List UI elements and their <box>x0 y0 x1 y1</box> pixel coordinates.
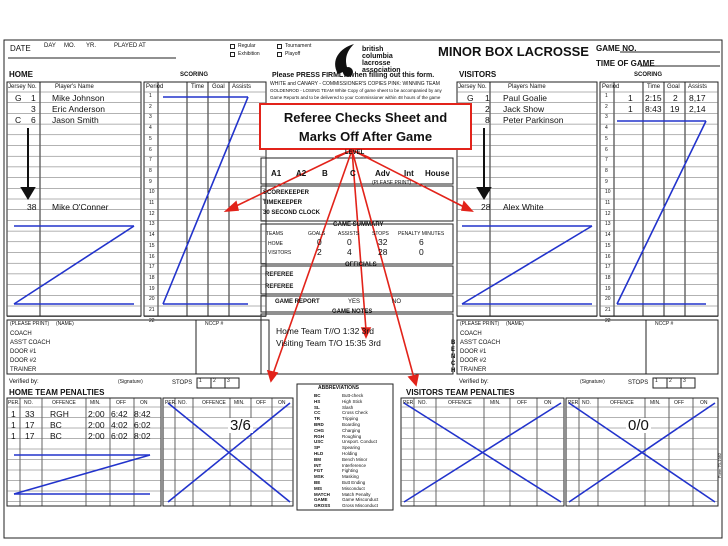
shot-clock-label: 30 SECOND CLOCK <box>263 210 321 216</box>
exhibition-checkbox[interactable] <box>230 52 235 57</box>
row-number: 4 <box>149 125 152 132</box>
abbreviation-code: SP <box>314 445 321 451</box>
level-c[interactable]: C <box>350 169 356 178</box>
home-staff-print: (PLEASE PRINT) <box>10 321 50 327</box>
home-player-num: 38 <box>27 202 37 212</box>
home-name-header: Player's Name <box>55 84 94 90</box>
callout-line-2: Marks Off After Game <box>298 129 433 144</box>
instructions-line-3: GOLDENROD - LOSING TEAM White Copy of game sheet to be accompanied by any <box>270 88 442 93</box>
game-notes-title: GAME NOTES <box>332 309 373 315</box>
home-player-num: 3 <box>31 104 36 114</box>
visitors-jersey-header: Jersey No. <box>458 84 487 90</box>
abbreviation-code: CHG <box>314 427 324 433</box>
home-player-name[interactable]: Mike Johnson <box>52 93 105 103</box>
visitors-staff-print: (PLEASE PRINT) <box>460 321 500 327</box>
row-number: 15 <box>605 242 611 249</box>
level-label: LEVEL <box>345 150 365 156</box>
abbreviation-meaning: Cross Check <box>342 410 368 416</box>
home-scoring-label: SCORING <box>180 72 209 78</box>
game-sheet: DATE DAY MO. YR. PLAYED AT Regular Exhibition Tournament Playoff british columbia lacrosse association MINOR BOX LACROSSE GAME NO. TIME OF GAME HOME SCORING Jersey No. Player's Name Period Time Goal Assists G 1 Mike Johnson 3 Eric Anderson C 6 Jason Smith 38 Mike O'Conner (PLEASE PRINT) (NAME) NCCP # COACH ASS'T COACH DOOR #1 DOOR #2 TRAINER Verified by: (Signature) STOPS 1 2 3 HOME TEAM PENALTIES PER. NO. OFFENCE MIN. OFF ON PER. NO. OFFENCE MIN. OFF ON 1 33 RGH 2:00 6:42 8:42 1 17 BC 2:00 4:02 6:02 1 17 BC 2:00 6:02 8:02 3/6 Please PRESS FIRMLY when filling out this form. WHITE and CANARY - COMMISSIONER'S COPIES PINK: WINNING TEAM GOLDENROD - LOSING TEAM White Copy of game sheet to be accompanied by any Game Reports and to be delivered to your Commissioner within 48 hours of the game Referee Checks Sheet and Marks Off After Game LEVEL A1 A2 B C Adv Int House (PLEASE PRINT) SCOREKEEPER TIMEKEEPER 30 SECOND CLOCK GAME SUMMARY TEAMS GOALS ASSISTS STOPS PENALTY MINUTES HOME 0 0 32 6 VISITORS 2 4 28 0 OFFICIALS REFEREE REFEREE GAME REPORT YES NO GAME NOTES Home Team T//O 1:32 3rd Visiting Team T/O 15:35 3rd ABBREVIATIONS BC Butt-check HS High Stick SL Slash CC Cross Check TR Tripping BRD Boarding CHG Charging RGH Roughing USC Unsport. Conduct SP Spearing HLD Holding BM Bench Minor INT Interference FGT Fighting MSK Masking BE Butt Ending MIS Misconduct MATCH Match Penalty GAME Game Misconduct GROSS Gross Misconduct VISITORS SCORING Jersey No. Players Name Period Time Goal Assists G 1 Paul Goalie 2 Jack Show 8 Peter Parkinson 28 Alex White 1 2:15 2 8,17 1 8:43 19 2,14 (PLEASE PRINT) (NAME) NCCP # COACH ASS'T COACH DOOR #1 DOOR #2 TRAINER B E N C H Verified by: (Signature) STOPS 1 2 3 VISITORS TEAM PENALTIES PER. NO. OFFENCE MIN. OFF ON PER. NO. OFFENCE MIN. OFF ON 0/0 Form 70-1982 1 2 3 4 5 6 7 8 9 10 11 12 13 14 15 16 17 18 19 20 21 22 1 2 3 4 5 6 7 8 9 10 11 12 13 14 15 16 17 18 19 20 21 22 <box>0 0 728 546</box>
visitors-stop-3: 3 <box>683 378 686 384</box>
exhibition-label: Exhibition <box>238 51 260 57</box>
home-signature-label: (Signature) <box>118 379 143 385</box>
tournament-label: Tournament <box>285 43 312 49</box>
row-number: 11 <box>149 200 155 206</box>
regular-checkbox[interactable] <box>230 44 235 49</box>
abbreviations-title: ABBREVIATIONS <box>318 385 360 391</box>
row-number: 6 <box>149 146 152 153</box>
abbreviation-code: RGH <box>314 433 324 439</box>
home-pen2-no-header: NO. <box>178 400 187 406</box>
referee-callout <box>259 103 472 150</box>
visitors-nccp: NCCP # <box>655 321 674 327</box>
home-penalties-title: HOME TEAM PENALTIES <box>9 388 105 397</box>
visitors-pen-no-header: NO. <box>418 400 427 406</box>
abbreviation-meaning: Holding <box>342 451 358 456</box>
home-player-name[interactable]: Jason Smith <box>52 115 99 125</box>
visitors-goal-header: Goal <box>667 84 680 90</box>
level-int[interactable]: Int <box>404 169 414 178</box>
row-number: 9 <box>605 178 608 185</box>
row-number: 3 <box>149 114 152 121</box>
scorekeeper-label: SCOREKEEPER <box>263 190 310 196</box>
home-door2-label: DOOR #2 <box>10 358 37 364</box>
abbreviation-code: USC <box>314 439 324 445</box>
row-number: 16 <box>605 253 611 260</box>
row-number: 2 <box>605 103 608 110</box>
abbreviation-code: HLD <box>314 451 324 456</box>
row-number: 13 <box>149 221 155 228</box>
level-adv[interactable]: Adv <box>375 169 391 178</box>
instructions-line-4: Game Reports and to be delivered to your Commissioner within 48 hours of the game <box>270 95 441 100</box>
row-number: 12 <box>149 210 155 217</box>
home-assists-header: Assists <box>232 84 252 90</box>
visitors-pen-offence-header: OFFENCE <box>448 400 472 406</box>
visitors-period-header: Period <box>602 84 620 90</box>
row-number: 13 <box>605 221 611 228</box>
visitors-assists-header: Assists <box>688 84 708 90</box>
abbreviation-meaning: Slash <box>342 404 354 410</box>
level-a1[interactable]: A1 <box>271 169 282 178</box>
visitors-player-name[interactable]: Peter Parkinson <box>503 115 564 125</box>
row-number: 11 <box>605 200 611 206</box>
time-of-game-label: TIME OF GAME <box>596 59 655 68</box>
abbreviation-code: MIS <box>314 485 323 491</box>
abbreviation-code: TR <box>314 416 320 422</box>
visitors-penalties-title: VISITORS TEAM PENALTIES <box>406 388 515 397</box>
home-asst-coach-label: ASS'T COACH <box>10 340 51 346</box>
abbreviation-code: GAME <box>314 497 328 503</box>
row-number: 20 <box>605 296 611 303</box>
abbreviation-code: BC <box>314 393 321 398</box>
row-number: 5 <box>149 135 152 142</box>
home-pen-off-header: OFF <box>116 400 126 406</box>
visitors-name-header: Players Name <box>508 84 546 90</box>
summary-goals-header: GOALS <box>308 231 326 237</box>
level-a2[interactable]: A2 <box>296 169 307 178</box>
row-number: 12 <box>605 210 611 217</box>
visitors-signature-label: (Signature) <box>580 379 605 385</box>
abbreviation-code: HS <box>314 398 321 404</box>
home-stops-label: STOPS <box>172 380 193 386</box>
abbreviation-code: BE <box>314 480 321 485</box>
home-pen-per-header: PER. <box>8 400 20 406</box>
visitors-pen-per-header: PER. <box>403 400 415 406</box>
row-number: 14 <box>149 232 155 239</box>
visitors-coach-label: COACH <box>460 331 482 337</box>
referee-1-label: REFEREE <box>265 272 294 278</box>
visitors-pen2-min-header: MIN. <box>650 400 661 406</box>
visitors-penalty-summary: 0/0 <box>628 417 649 434</box>
home-player-name[interactable]: Eric Anderson <box>52 104 105 114</box>
month-label: MO. <box>64 43 76 49</box>
abbreviation-code: CC <box>314 410 321 416</box>
abbreviation-meaning: Butt-check <box>342 393 364 398</box>
visitors-pen2-per-header: PER. <box>568 400 580 406</box>
home-pen-min-header: MIN. <box>90 400 101 406</box>
visitors-player-num: 1 <box>485 93 490 103</box>
row-number: 21 <box>605 307 611 313</box>
tournament-checkbox[interactable] <box>277 44 282 49</box>
row-number: 19 <box>149 285 155 292</box>
visitors-player-name[interactable]: Paul Goalie <box>503 93 547 103</box>
row-number: 18 <box>149 274 155 281</box>
visitors-trainer-label: TRAINER <box>460 367 487 373</box>
row-number: 3 <box>605 114 608 121</box>
timekeeper-label: TIMEKEEPER <box>263 200 303 206</box>
referee-2-label: REFEREE <box>265 284 294 290</box>
visitors-player-num: 2 <box>485 104 490 114</box>
abbreviation-meaning: Butt Ending <box>342 480 366 485</box>
home-staff-name: (NAME) <box>56 321 74 327</box>
row-number: 21 <box>149 307 155 313</box>
abbreviation-code: BM <box>314 456 321 462</box>
abbreviation-meaning: High Stick <box>342 398 363 404</box>
visitors-stops-label: STOPS <box>628 380 649 386</box>
row-number: 7 <box>605 157 608 164</box>
center-please-print: (PLEASE PRINT) <box>372 180 412 186</box>
row-number: 22 <box>149 317 155 324</box>
abbreviation-meaning: Interference <box>342 462 367 468</box>
game-report-label: GAME REPORT <box>275 299 320 305</box>
game-report-no[interactable]: NO <box>392 299 401 305</box>
game-no-label: GAME NO. <box>596 44 637 53</box>
abbreviation-meaning: Masking <box>342 474 359 480</box>
abbreviation-code: MATCH <box>314 491 330 497</box>
row-number: 1 <box>149 93 152 99</box>
abbreviation-code: INT <box>314 462 322 468</box>
row-number: 16 <box>149 253 155 260</box>
bench-label: B E N C H <box>451 340 456 374</box>
instructions-line-1: Please PRESS FIRMLY when filling out this form. <box>272 72 435 79</box>
abbreviation-code: MSK <box>314 474 324 480</box>
home-trainer-label: TRAINER <box>10 367 37 373</box>
game-report-yes[interactable]: YES <box>348 299 361 305</box>
home-nccp: NCCP # <box>205 321 224 327</box>
abbreviation-meaning: Gross Misconduct <box>342 503 379 509</box>
home-stop-2: 2 <box>213 378 216 384</box>
summary-assists-header: ASSISTS <box>338 231 360 237</box>
home-pen2-offence-header: OFFENCE <box>202 400 226 406</box>
visitors-player-pos: G <box>467 93 474 103</box>
row-number: 1 <box>605 93 608 99</box>
row-number: 17 <box>149 264 155 271</box>
visitors-pen-off-header: OFF <box>517 400 527 406</box>
form-title: MINOR BOX LACROSSE <box>438 44 589 59</box>
row-number: 15 <box>149 242 155 249</box>
row-number: 10 <box>605 189 611 196</box>
visitors-asst-coach-label: ASS'T COACH <box>460 340 501 346</box>
home-door1-label: DOOR #1 <box>10 349 37 355</box>
row-number: 5 <box>605 135 608 142</box>
home-verified-label: Verified by: <box>9 379 39 385</box>
row-number: 4 <box>605 125 608 132</box>
abbreviation-meaning: Game Misconduct <box>342 497 379 503</box>
visitors-pen2-on-header: ON <box>700 400 708 406</box>
year-label: YR. <box>86 43 97 49</box>
row-number: 6 <box>605 146 608 153</box>
visitors-team-label: VISITORS <box>459 70 497 79</box>
regular-label: Regular <box>238 43 256 49</box>
home-stop-3: 3 <box>227 378 230 384</box>
visitors-door2-label: DOOR #2 <box>460 358 487 364</box>
visitors-scoring-label: SCORING <box>634 72 663 78</box>
abbreviation-code: BRD <box>314 422 324 427</box>
visitors-player-name[interactable]: Alex White <box>503 202 544 212</box>
row-number: 2 <box>149 103 152 110</box>
row-number: 8 <box>149 167 152 174</box>
abbreviation-code: GROSS <box>314 503 331 509</box>
visitors-player-name[interactable]: Jack Show <box>503 104 545 114</box>
home-pen-on-header: ON <box>140 400 148 406</box>
visitors-door1-label: DOOR #1 <box>460 349 487 355</box>
abbreviation-meaning: Boarding <box>342 422 361 427</box>
game-summary-title: GAME SUMMARY <box>333 222 384 228</box>
visitors-pen2-offence-header: OFFENCE <box>610 400 634 406</box>
callout-line-1: Referee Checks Sheet and <box>283 110 448 125</box>
visitors-pen-min-header: MIN. <box>490 400 501 406</box>
home-player-num: 1 <box>31 93 36 103</box>
row-number: 9 <box>149 178 152 185</box>
home-pen-no-header: NO. <box>24 400 33 406</box>
home-coach-label: COACH <box>10 331 32 337</box>
playoff-label: Playoff <box>285 51 301 57</box>
home-penalty-summary: 3/6 <box>230 417 251 434</box>
visitors-verified-label: Verified by: <box>459 379 489 385</box>
abbreviation-meaning: Fighting <box>342 468 359 474</box>
visitors-time-header: Time <box>647 84 661 90</box>
date-label: DATE <box>10 44 31 53</box>
home-player-pos: C <box>15 115 22 125</box>
game-note: Visiting Team T/O 15:35 3rd <box>276 338 381 348</box>
home-stop-1: 1 <box>199 378 202 384</box>
abbreviation-code: SL <box>314 404 320 410</box>
visitors-staff-name: (NAME) <box>506 321 524 327</box>
logo-text: british columbia lacrosse association <box>362 46 401 74</box>
visitors-stop-2: 2 <box>669 378 672 384</box>
row-number: 19 <box>605 285 611 292</box>
played-at-label: PLAYED AT <box>114 43 146 49</box>
visitors-player-num: 28 <box>481 202 491 212</box>
visitors-pen2-no-header: NO. <box>582 400 591 406</box>
visitors-stop-1: 1 <box>655 378 658 384</box>
abbreviation-meaning: Tripping <box>342 416 359 422</box>
home-player-pos: G <box>15 93 22 103</box>
visitors-pen-on-header: ON <box>544 400 552 406</box>
abbreviation-meaning: Unsport. Conduct <box>342 439 378 445</box>
abbreviation-meaning: Charging <box>342 427 361 433</box>
home-pen2-per-header: PER. <box>165 400 177 406</box>
summary-stops-header: STOPS <box>372 231 389 237</box>
row-number: 20 <box>149 296 155 303</box>
visitors-player-num: 8 <box>485 115 490 125</box>
home-pen-offence-header: OFFENCE <box>52 400 76 406</box>
row-number: 7 <box>149 157 152 164</box>
abbreviation-code: FGT <box>314 468 323 474</box>
visitors-pen2-off-header: OFF <box>674 400 684 406</box>
row-number: 18 <box>605 274 611 281</box>
level-b[interactable]: B <box>322 169 328 178</box>
summary-teams-header: TEAMS <box>266 231 284 237</box>
abbreviation-meaning: Bench Minor <box>342 456 368 462</box>
home-jersey-header: Jersey No. <box>8 84 37 90</box>
home-time-header: Time <box>191 84 205 90</box>
row-number: 8 <box>605 167 608 174</box>
abbreviation-meaning: Misconduct <box>342 485 365 491</box>
row-number: 10 <box>149 189 155 196</box>
day-label: DAY <box>44 43 56 49</box>
officials-title: OFFICIALS <box>345 262 377 268</box>
level-house[interactable]: House <box>425 169 450 178</box>
home-period-header: Period <box>146 84 164 90</box>
game-note: Home Team T//O 1:32 3rd <box>276 326 374 336</box>
form-code: Form 70-1982 <box>717 452 722 478</box>
abbreviation-meaning: Roughing <box>342 433 362 439</box>
home-pen2-off-header: OFF <box>256 400 266 406</box>
home-pen2-min-header: MIN. <box>234 400 245 406</box>
abbreviation-meaning: Spearing <box>342 445 361 451</box>
summary-pim-header: PENALTY MINUTES <box>398 231 445 237</box>
row-number: 14 <box>605 232 611 239</box>
home-team-label: HOME <box>9 70 33 79</box>
home-player-name[interactable]: Mike O'Conner <box>52 202 109 212</box>
instructions-line-2: WHITE and CANARY - COMMISSIONER'S COPIES PINK: WINNING TEAM <box>270 81 440 87</box>
home-player-num: 6 <box>31 115 36 125</box>
playoff-checkbox[interactable] <box>277 52 282 57</box>
row-number: 22 <box>605 317 611 324</box>
home-pen2-on-header: ON <box>278 400 286 406</box>
abbreviation-meaning: Match Penalty <box>342 491 371 497</box>
home-goal-header: Goal <box>212 84 225 90</box>
row-number: 17 <box>605 264 611 271</box>
